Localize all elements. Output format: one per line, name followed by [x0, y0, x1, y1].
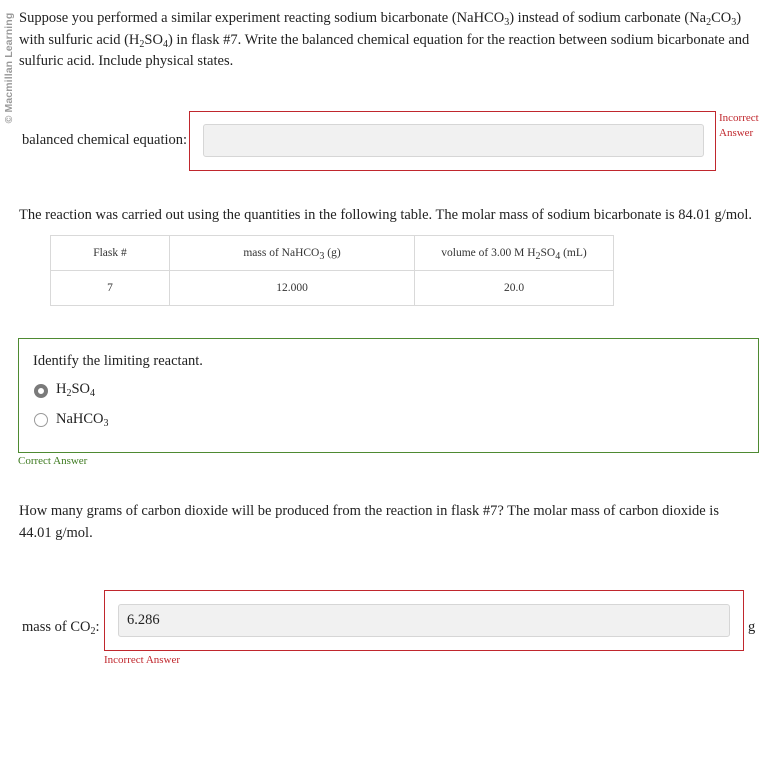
- question-1-text: Suppose you performed a similar experiment reacting sodium bicarbonate (NaHCO$_3$) instead of sodium carbonate $(Na_2CO_3)$ with sulfuric acid $(H_2SO_4)$ in flask #7. Write the balanced chemical equation for the reaction between sodium bicarbonate and sulfuric acid. Include physical states.: [19, 10, 750, 69]
- radio-nahco3[interactable]: [34, 413, 48, 427]
- question-2-text: The reaction was carried out using the quantities in the following table. The molar mass of sodium bicarbonate is 84.01 g/mol.: [19, 207, 753, 223]
- watermark: © Macmillan Learning: [3, 12, 15, 124]
- header-mass: mass of NaHCO$_3$ (g): [170, 236, 415, 271]
- table-row: [51, 271, 614, 306]
- header-flask: Flask #: [51, 236, 170, 271]
- limiting-reactant-title: Identify the limiting reactant.: [33, 353, 203, 369]
- equation-field-label: balanced chemical equation:: [22, 132, 188, 148]
- co2-mass-input[interactable]: 6.286: [118, 604, 730, 637]
- option-h2so4-label[interactable]: $H_2SO_4$: [56, 381, 96, 399]
- header-volume: volume of 3.00 M $H_2SO_4$ (mL): [415, 236, 614, 271]
- question-3-text: How many grams of carbon dioxide will be produced from the reaction in flask #7? The molar mass of carbon dioxide is 44.01 g/mol.: [19, 503, 719, 541]
- option-nahco3-label[interactable]: NaHCO$_3$: [56, 411, 109, 429]
- radio-h2so4[interactable]: [34, 384, 48, 398]
- cell-flask: 7: [51, 271, 170, 306]
- equation-input[interactable]: [203, 124, 704, 157]
- co2-incorrect-feedback: Incorrect Answer: [104, 654, 181, 666]
- co2-unit: g: [748, 619, 756, 635]
- co2-field-label: mass of $CO_2$:: [22, 619, 100, 637]
- table-header-row: [51, 236, 614, 271]
- cell-volume: 20.0: [415, 271, 614, 306]
- quantities-table: [50, 235, 614, 306]
- limiting-correct-feedback: Correct Answer: [18, 455, 88, 467]
- cell-mass: 12.000: [170, 271, 415, 306]
- equation-incorrect-feedback: Incorrect Answer: [719, 112, 759, 139]
